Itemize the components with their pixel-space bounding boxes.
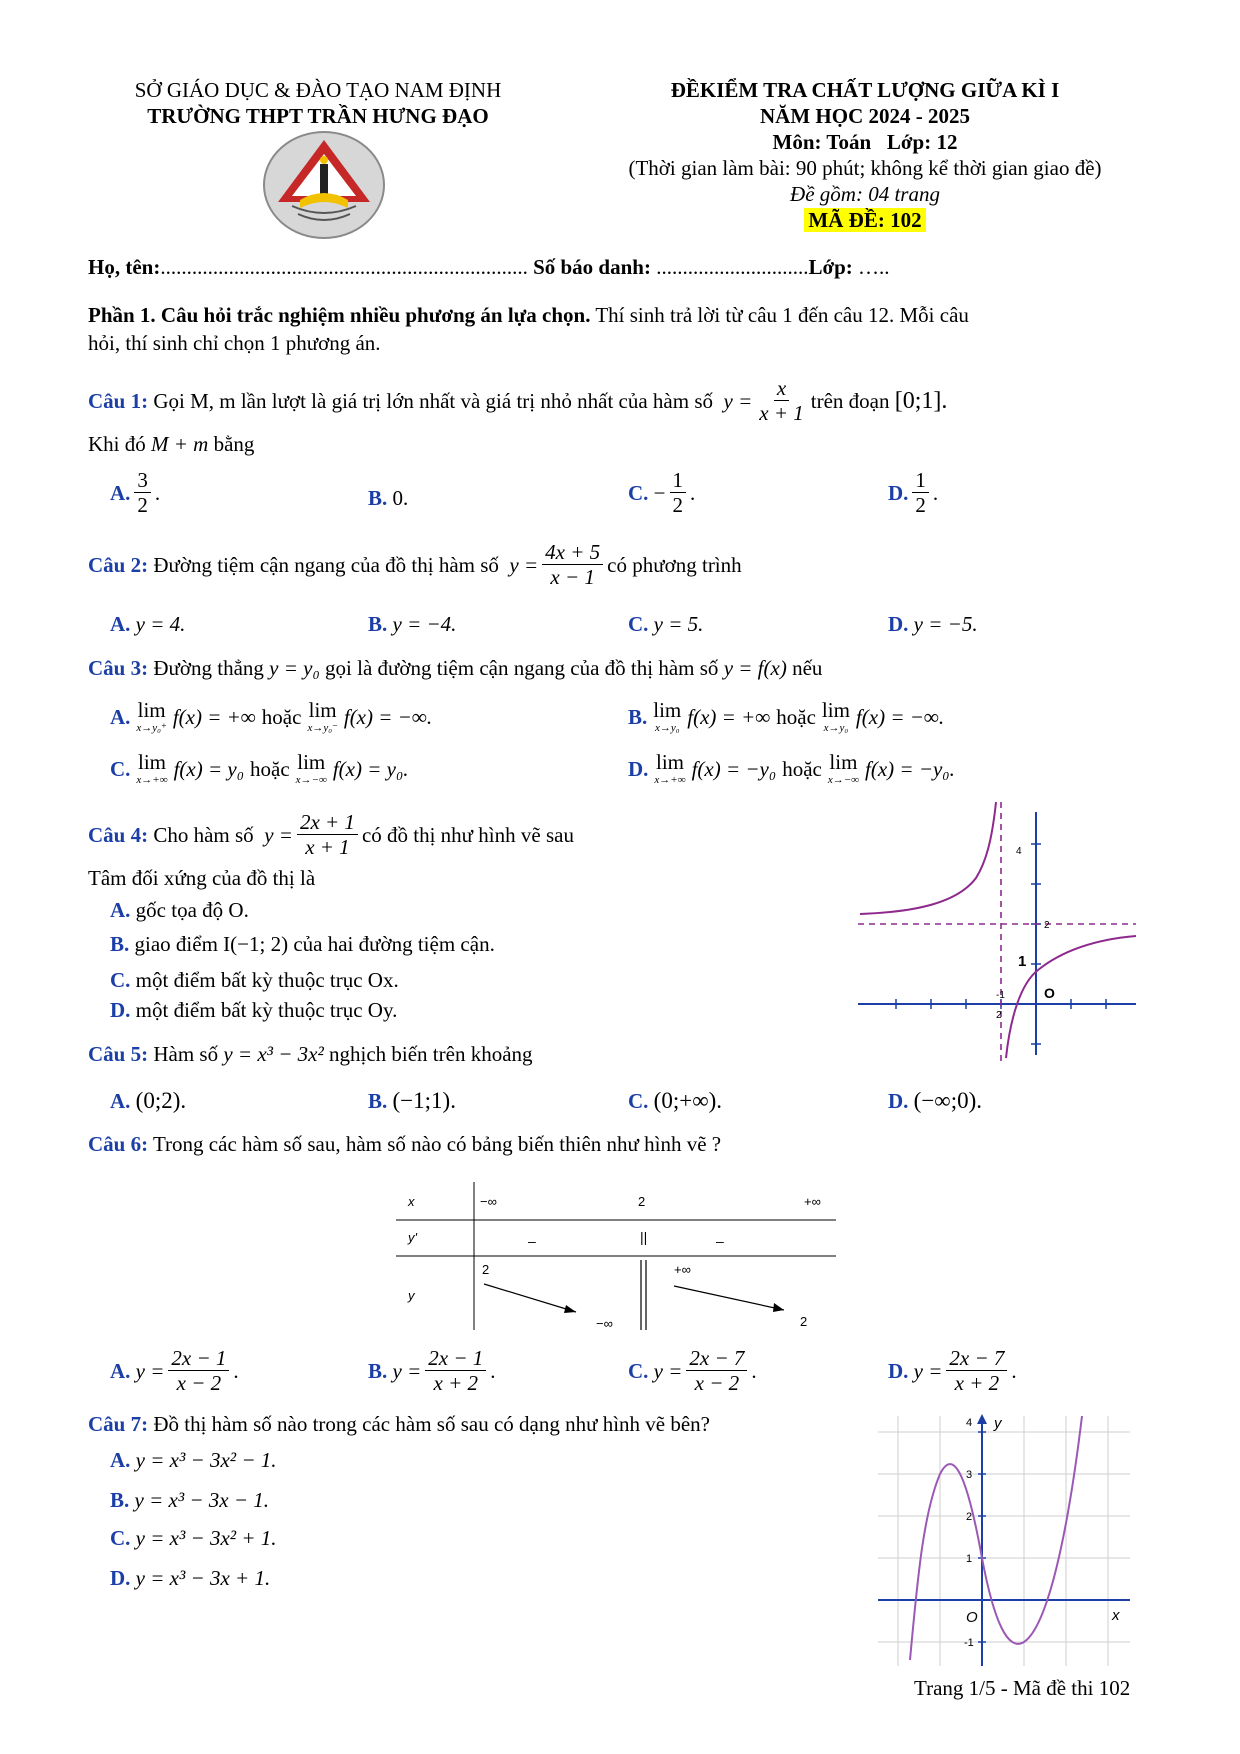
q3-c-lim2	[296, 752, 327, 786]
q2-c-val: y = 5.	[653, 612, 704, 636]
q1-a-num: 3	[134, 468, 151, 493]
q3-line: y = y₀	[269, 656, 320, 680]
q3-d-lim2-sub: x→−∞	[827, 774, 859, 786]
q4-after: có đồ thị như hình vẽ sau	[361, 822, 574, 847]
q1-line2	[88, 432, 254, 457]
q2-option-a[interactable]	[110, 612, 185, 637]
q2-b-label: B.	[368, 612, 388, 636]
q2-option-c[interactable]	[628, 612, 703, 637]
q6-t-yp: y'	[408, 1230, 417, 1245]
q5-text: Hàm số	[153, 1042, 219, 1066]
student-info-line	[88, 255, 890, 280]
q1-a-frac	[134, 468, 151, 518]
q6-a-frac	[168, 1346, 229, 1396]
q7-stem	[88, 1412, 710, 1437]
q4-stem	[88, 810, 574, 860]
q3-c-label: C.	[110, 756, 131, 781]
q1-den: x + 1	[759, 401, 804, 426]
q4-tick-1: 1	[1018, 953, 1027, 970]
q3-stem	[88, 656, 822, 681]
q5-b-val: (−1;1).	[392, 1088, 456, 1113]
q6-variation-table	[396, 1182, 836, 1334]
q4-d-label: D.	[110, 998, 131, 1022]
q2-label: Câu 2:	[88, 552, 149, 577]
q3-b-label: B.	[628, 704, 648, 729]
part1-heading	[88, 303, 969, 328]
q6-text: Trong các hàm số sau, hàm số nào có bảng biến thiên như hình vẽ ?	[152, 1132, 722, 1156]
q4-text: Cho hàm số	[153, 822, 254, 847]
q6-t-y: y	[408, 1288, 415, 1303]
q4-tick-4: 4	[1016, 846, 1022, 857]
q6-d-num: 2x − 7	[946, 1346, 1007, 1371]
q3-a-lim2-word: lim	[308, 698, 337, 722]
q2-fraction	[542, 540, 603, 590]
q4-option-d[interactable]	[110, 998, 397, 1023]
q7-tick-m1: -1	[964, 1637, 974, 1649]
exam-code-label: MÃ ĐỀ: 102	[804, 208, 925, 232]
q7-b-val: y = x³ − 3x − 1.	[134, 1488, 270, 1512]
exam-code	[610, 208, 1120, 233]
page-count: Đề gồm: 04 trang	[790, 182, 940, 206]
q7-d-val: y = x³ − 3x + 1.	[135, 1566, 271, 1590]
q1-label: Câu 1:	[88, 388, 149, 413]
q4-graph	[858, 800, 1138, 1062]
q3-label: Câu 3:	[88, 656, 149, 680]
q6-c-frac	[686, 1346, 747, 1396]
q6-t-x1: −∞	[480, 1194, 497, 1209]
q7-label: Câu 7:	[88, 1412, 149, 1436]
q6-t-x2: 2	[638, 1194, 646, 1209]
q6-d-label: D.	[888, 1358, 909, 1383]
q2-stem	[88, 540, 742, 590]
q3-text: Đường thẳng	[153, 656, 264, 680]
name-label: Họ, tên:	[88, 255, 161, 279]
q4-num: 2x + 1	[297, 810, 358, 835]
part1-title: Phần 1. Câu hỏi trắc nghiệm nhiều phương án lựa chọn.	[88, 303, 591, 327]
q3-c-lim1	[136, 752, 167, 786]
q3-a-label: A.	[110, 704, 131, 729]
q2-d-val: y = −5.	[913, 612, 978, 636]
q3-c-lim2-word: lim	[297, 750, 326, 774]
q5-d-val: (−∞;0).	[913, 1088, 982, 1113]
q2-a-val: y = 4.	[135, 612, 186, 636]
q3-c-lim1-word: lim	[137, 750, 166, 774]
q3-d-lim2-word: lim	[829, 750, 858, 774]
q1-yeq: y =	[723, 388, 753, 413]
q2-den: x − 1	[550, 565, 595, 590]
q6-b-den: x + 2	[433, 1371, 479, 1396]
q2-text: Đường tiệm cận ngang của đồ thị hàm số	[153, 552, 499, 577]
q3-d-lim2	[828, 752, 859, 786]
q1-stem	[88, 376, 947, 426]
q4-b-text: giao điểm I(−1; 2) của hai đường tiệm cận.	[134, 932, 495, 956]
q4-yeq: y =	[264, 822, 293, 847]
q1-d-num: 1	[912, 468, 929, 493]
q7-tick-4: 4	[966, 1417, 973, 1429]
q3-option-c[interactable]	[110, 752, 409, 786]
q6-c-yeq: y =	[653, 1358, 683, 1383]
q3-b-lim1	[653, 700, 681, 734]
q6-stem	[88, 1132, 721, 1157]
q4-tick-m2: 2	[996, 1010, 1002, 1021]
q4-option-c[interactable]	[110, 968, 399, 993]
q5-b-label: B.	[368, 1089, 388, 1113]
q6-d-yeq: y =	[913, 1358, 943, 1383]
part1-desc: Thí sinh trả lời từ câu 1 đến câu 12. Mỗi câu	[590, 303, 969, 327]
q2-b-val: y = −4.	[392, 612, 457, 636]
q4-tick-2: 2	[1044, 920, 1050, 931]
q6-a-yeq: y =	[135, 1358, 165, 1383]
q6-option-d[interactable]: D. y = $\frac{2x - 7}{x + 2}$ .	[888, 1346, 1017, 1396]
exam-time: (Thời gian làm bài: 90 phút; không kể thời gian giao đề)	[628, 156, 1102, 180]
q3-option-a[interactable]	[110, 700, 432, 734]
q3-a-expr2: f(x) = −∞.	[343, 704, 433, 729]
q7-graph	[878, 1412, 1130, 1668]
q3-a-or: hoặc	[261, 704, 302, 729]
q1-d-frac	[912, 468, 929, 518]
q5-a-val: (0;2).	[135, 1088, 187, 1113]
q3-fx: y = f(x)	[723, 656, 787, 680]
q3-c-lim2-sub: x→−∞	[295, 774, 327, 786]
q6-label: Câu 6:	[88, 1132, 149, 1156]
q6-b-num: 2x − 1	[425, 1346, 486, 1371]
page-footer: Trang 1/5 - Mã đề thi 102	[914, 1676, 1131, 1700]
q7-c-val: y = x³ − 3x² + 1.	[135, 1526, 277, 1550]
q2-option-d[interactable]	[888, 612, 978, 637]
q1-c-frac	[670, 468, 687, 518]
q5-option-c[interactable]	[628, 1088, 722, 1114]
q6-t-yp1: –	[528, 1233, 536, 1249]
q5-a-label: A.	[110, 1089, 131, 1113]
q3-a-lim1-word: lim	[137, 698, 166, 722]
q3-b-lim2	[822, 700, 850, 734]
q4-b-label: B.	[110, 932, 130, 956]
q6-d-den: x + 2	[954, 1371, 1000, 1396]
subject-class: Môn: Toán Lớp: 12	[772, 130, 958, 154]
q6-a-den: x − 2	[176, 1371, 222, 1396]
q4-c-text: một điểm bất kỳ thuộc trục Ox.	[135, 968, 399, 992]
q4-a-text: gốc tọa độ O.	[135, 898, 249, 922]
q7-tick-1: 1	[966, 1553, 973, 1565]
q6-b-yeq: y =	[392, 1358, 422, 1383]
q5-func: y = x³ − 3x²	[223, 1042, 324, 1066]
q7-tick-3: 3	[966, 1469, 973, 1481]
q1-d-den: 2	[915, 493, 926, 518]
q7-option-b[interactable]	[110, 1488, 269, 1513]
q2-option-b[interactable]	[368, 612, 456, 637]
q4-left-branch	[860, 802, 996, 914]
q3-b-lim1-sub: x→y₀	[654, 722, 680, 734]
q3-a-expr1: f(x) = +∞	[172, 704, 256, 729]
q4-label: Câu 4:	[88, 822, 149, 847]
q3-b-lim2-sub: x→y₀	[823, 722, 849, 734]
q5-option-a[interactable]	[110, 1088, 186, 1114]
q2-num: 4x + 5	[542, 540, 603, 565]
q3-d-expr2: f(x) = −y₀.	[865, 756, 955, 781]
q5-c-val: (0;+∞).	[653, 1088, 722, 1113]
q4-origin: O	[1044, 985, 1055, 1001]
school-year: NĂM HỌC 2024 - 2025	[760, 104, 970, 128]
q3-c-or: hoặc	[250, 756, 290, 781]
q3-b-expr1: f(x) = +∞	[687, 704, 771, 729]
q1-c-den: 2	[672, 493, 684, 518]
q7-y-label: y	[994, 1415, 1002, 1432]
q4-option-a[interactable]	[110, 898, 249, 923]
q1-c-sign: −	[653, 480, 666, 505]
q3-d-label: D.	[628, 756, 649, 781]
q7-d-label: D.	[110, 1566, 131, 1590]
q4-c-label: C.	[110, 968, 131, 992]
q5-option-b[interactable]	[368, 1088, 456, 1114]
q1-d-label: D.	[888, 480, 909, 505]
q3-option-d[interactable]	[628, 752, 955, 786]
exam-title: ĐỀKIỂM TRA CHẤT LƯỢNG GIỮA KÌ I	[670, 78, 1060, 102]
q3-d-expr1: f(x) = −y₀	[691, 756, 777, 781]
q4-fraction	[297, 810, 358, 860]
q3-option-b[interactable]	[628, 700, 944, 734]
q5-c-label: C.	[628, 1089, 649, 1113]
q4-option-b[interactable]	[110, 932, 495, 957]
q1-line2b: bằng	[213, 432, 255, 456]
q7-b-label: B.	[110, 1488, 130, 1512]
q2-d-label: D.	[888, 612, 909, 636]
q1-a-label: A.	[110, 480, 131, 505]
q3-b-expr2: f(x) = −∞.	[855, 704, 945, 729]
q1-b-label: B.	[368, 486, 388, 510]
q5-label: Câu 5:	[88, 1042, 149, 1066]
q6-c-label: C.	[628, 1358, 649, 1383]
q1-expr: M + m	[151, 432, 209, 456]
q7-a-val: y = x³ − 3x² − 1.	[135, 1448, 277, 1472]
q1-num: x	[774, 376, 789, 401]
q3-c-lim1-sub: x→+∞	[136, 774, 168, 786]
q3-a-lim2	[307, 700, 337, 734]
q3-d-lim1-word: lim	[655, 750, 684, 774]
q7-x-label: x	[1112, 1607, 1120, 1624]
q3-b-lim2-word: lim	[821, 698, 850, 722]
q6-d-frac	[946, 1346, 1007, 1396]
q2-c-label: C.	[628, 612, 649, 636]
q4-tick-m1: -1	[996, 990, 1005, 1001]
q2-yeq: y =	[509, 552, 539, 577]
q6-option-a[interactable]: A. y = $\frac{2x - 1}{x - 2}$ .	[110, 1346, 239, 1396]
sbd-dots: .............................	[656, 255, 809, 279]
q6-a-label: A.	[110, 1358, 131, 1383]
q3-text3: nếu	[792, 656, 823, 680]
sbd-label: Số báo danh:	[533, 255, 651, 279]
q3-b-or: hoặc	[776, 704, 816, 729]
q7-text: Đồ thị hàm số nào trong các hàm số sau có dạng như hình vẽ bên?	[153, 1412, 711, 1436]
q3-d-lim1-sub: x→+∞	[654, 774, 686, 786]
q7-origin: O	[966, 1609, 978, 1626]
q3-a-lim1-sub: x→y₀⁺	[136, 722, 167, 734]
q7-curve	[910, 1416, 1082, 1660]
q4-den: x + 1	[305, 835, 350, 860]
q1-interval: [0;1].	[894, 387, 948, 414]
q5-stem	[88, 1042, 533, 1067]
q4-a-label: A.	[110, 898, 131, 922]
q4-d-text: một điểm bất kỳ thuộc trục Oy.	[135, 998, 398, 1022]
q6-t-x: x	[408, 1194, 415, 1209]
part1-desc2: hỏi, thí sinh chỉ chọn 1 phương án.	[88, 331, 381, 355]
q6-t-yp3: –	[716, 1233, 724, 1249]
q7-a-label: A.	[110, 1448, 131, 1472]
school-name: TRƯỜNG THPT TRẦN HƯNG ĐẠO	[147, 104, 489, 128]
q6-b-label: B.	[368, 1358, 388, 1383]
q7-option-c[interactable]	[110, 1526, 277, 1551]
q7-c-label: C.	[110, 1526, 131, 1550]
q3-text2: gọi là đường tiệm cận ngang của đồ thị hàm số	[325, 656, 719, 680]
q6-c-num: 2x − 7	[686, 1346, 747, 1371]
q6-option-c[interactable]: C. y = $\frac{2x - 7}{x - 2}$ .	[628, 1346, 757, 1396]
q1-option-c[interactable]: C. − $\frac{1}{2}$ .	[628, 468, 696, 518]
name-dots: ......................................................................	[160, 255, 528, 279]
class-dots: …..	[852, 255, 890, 279]
q5-d-label: D.	[888, 1089, 909, 1113]
q3-b-lim1-word: lim	[653, 698, 682, 722]
q1-text: Gọi M, m lần lượt là giá trị lớn nhất và giá trị nhỏ nhất của hàm số	[153, 388, 713, 413]
q4-line2: Tâm đối xứng của đồ thị là	[88, 866, 316, 890]
q6-t-ytl: 2	[482, 1262, 490, 1277]
q7-tick-2: 2	[966, 1511, 973, 1523]
q1-after: trên đoạn	[810, 388, 890, 413]
q5-option-d[interactable]	[888, 1088, 982, 1114]
q1-b-val: 0.	[392, 486, 409, 510]
q6-t-x3: +∞	[804, 1194, 821, 1209]
q3-c-expr1: f(x) = y₀	[173, 756, 245, 781]
q6-t-ybr: 2	[800, 1314, 808, 1329]
q3-d-lim1	[654, 752, 685, 786]
q1-option-b[interactable]	[368, 486, 408, 511]
q6-t-ybl: −∞	[596, 1316, 613, 1331]
q6-t-ytr: +∞	[674, 1262, 691, 1277]
class-label: Lớp:	[808, 255, 853, 279]
q2-after: có phương trình	[607, 552, 742, 577]
q6-c-den: x − 2	[694, 1371, 740, 1396]
q1-fraction	[756, 376, 807, 426]
q1-c-label: C.	[628, 480, 649, 505]
q2-a-label: A.	[110, 612, 131, 636]
q6-a-num: 2x − 1	[168, 1346, 229, 1371]
q1-option-d[interactable]: D. $\frac{1}{2}$ .	[888, 468, 939, 518]
q3-d-or: hoặc	[782, 756, 822, 781]
q7-option-d[interactable]	[110, 1566, 270, 1591]
q6-t-yp2: ||	[640, 1229, 648, 1245]
q6-b-frac	[425, 1346, 486, 1396]
q6-option-b[interactable]: B. y = $\frac{2x - 1}{x + 2}$ .	[368, 1346, 496, 1396]
q1-a-den: 2	[137, 493, 148, 518]
q5-after: nghịch biến trên khoảng	[329, 1042, 533, 1066]
school-logo	[262, 130, 386, 240]
q3-a-lim2-sub: x→y₀⁻	[307, 722, 338, 734]
q1-line2-text: Khi đó	[88, 432, 146, 456]
q1-c-num: 1	[670, 468, 687, 493]
q3-c-expr2: f(x) = y₀.	[332, 756, 409, 781]
dept-name: SỞ GIÁO DỤC & ĐÀO TẠO NAM ĐỊNH	[134, 78, 502, 102]
q7-option-a[interactable]	[110, 1448, 277, 1473]
q3-a-lim1	[136, 700, 166, 734]
q1-option-a[interactable]: A. $\frac{3}{2}$ .	[110, 468, 161, 518]
